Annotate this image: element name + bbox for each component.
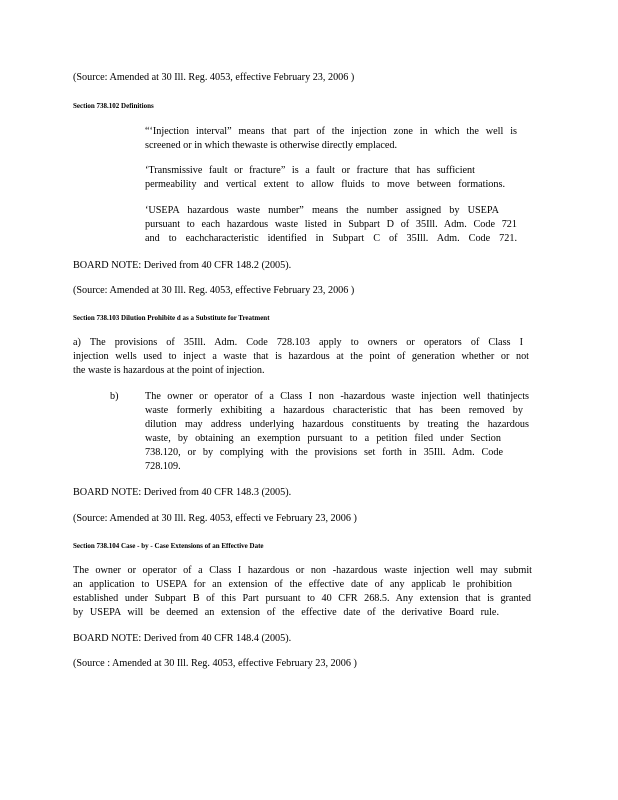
source-note: (Source: Amended at 30 Ill. Reg. 4053, effective February 23, 2006 ) — [73, 285, 355, 296]
paragraph-a-line-2: injection wells used to inject a waste that is hazardous at the point of generation whether or not — [73, 351, 529, 362]
paragraph-b-line-1: The owner or operator of a Class I non -hazardous waste injection well thatinjects — [145, 391, 529, 402]
definition-usepa-waste-number-line-1: ‘USEPA hazardous waste number” means the number assigned by USEPA — [145, 205, 499, 216]
paragraph-738-104-line-1: The owner or operator of a Class I hazardous or non -hazardous waste injection well may submit — [73, 565, 532, 576]
definition-injection-interval-line-2: screened or in which thewaste is otherwise directly emplaced. — [145, 140, 398, 151]
section-heading-738-104: Section 738.104 Case - by - Case Extensions of an Effective Date — [73, 542, 264, 550]
board-note: BOARD NOTE: Derived from 40 CFR 148.4 (2005). — [73, 633, 292, 644]
paragraph-a-line-3: the waste is hazardous at the point of injection. — [73, 365, 265, 376]
paragraph-b-line-3: dilution may address underlying hazardous constituents by treating the hazardous — [145, 419, 529, 430]
source-note: (Source : Amended at 30 Ill. Reg. 4053, effective February 23, 2006 ) — [73, 658, 357, 669]
paragraph-b-line-2: waste formerly exhibiting a hazardous characteristic that has been removed by — [145, 405, 523, 416]
paragraph-738-104-line-2: an application to USEPA for an extension of the effective date of any applicab le prohibition — [73, 579, 512, 590]
definition-injection-interval-line-1: “‘Injection interval” means that part of the injection zone in which the well is — [145, 126, 517, 137]
source-note: (Source: Amended at 30 Ill. Reg. 4053, effective February 23, 2006 ) — [73, 72, 355, 83]
source-note: (Source: Amended at 30 Ill. Reg. 4053, effecti ve February 23, 2006 ) — [73, 513, 357, 524]
board-note: BOARD NOTE: Derived from 40 CFR 148.3 (2005). — [73, 487, 292, 498]
board-note: BOARD NOTE: Derived from 40 CFR 148.2 (2005). — [73, 260, 292, 271]
paragraph-738-104-line-4: by USEPA will be deemed an extension of the effective date of the derivative Board rule. — [73, 607, 499, 618]
paragraph-b-line-4: waste, by obtaining an exemption pursuant to a petition filed under Section — [145, 433, 501, 444]
paragraph-738-104-line-3: established under Subpart B of this Part pursuant to 40 CFR 268.5. Any extension that is granted — [73, 593, 531, 604]
definition-transmissive-fault-line-2: permeability and vertical extent to allow fluids to move between formations. — [145, 179, 505, 190]
paragraph-b-line-5: 738.120, or by complying with the provisions set forth in 35Ill. Adm. Code — [145, 447, 503, 458]
definition-usepa-waste-number-line-3: and to eachcharacteristic identified in Subpart C of 35Ill. Adm. Code 721. — [145, 233, 517, 244]
paragraph-a-line-1: a) The provisions of 35Ill. Adm. Code 728.103 apply to owners or operators of Class I — [73, 337, 523, 348]
paragraph-b-label: b) — [110, 391, 119, 402]
section-heading-738-102: Section 738.102 Definitions — [73, 102, 154, 110]
paragraph-b-line-6: 728.109. — [145, 461, 181, 472]
section-heading-738-103: Section 738.103 Dilution Prohibite d as a Substitute for Treatment — [73, 314, 270, 322]
definition-usepa-waste-number-line-2: pursuant to each hazardous waste listed in Subpart D of 35Ill. Adm. Code 721 — [145, 219, 517, 230]
definition-transmissive-fault-line-1: ‘Transmissive fault or fracture” is a fault or fracture that has sufficient — [145, 165, 475, 176]
